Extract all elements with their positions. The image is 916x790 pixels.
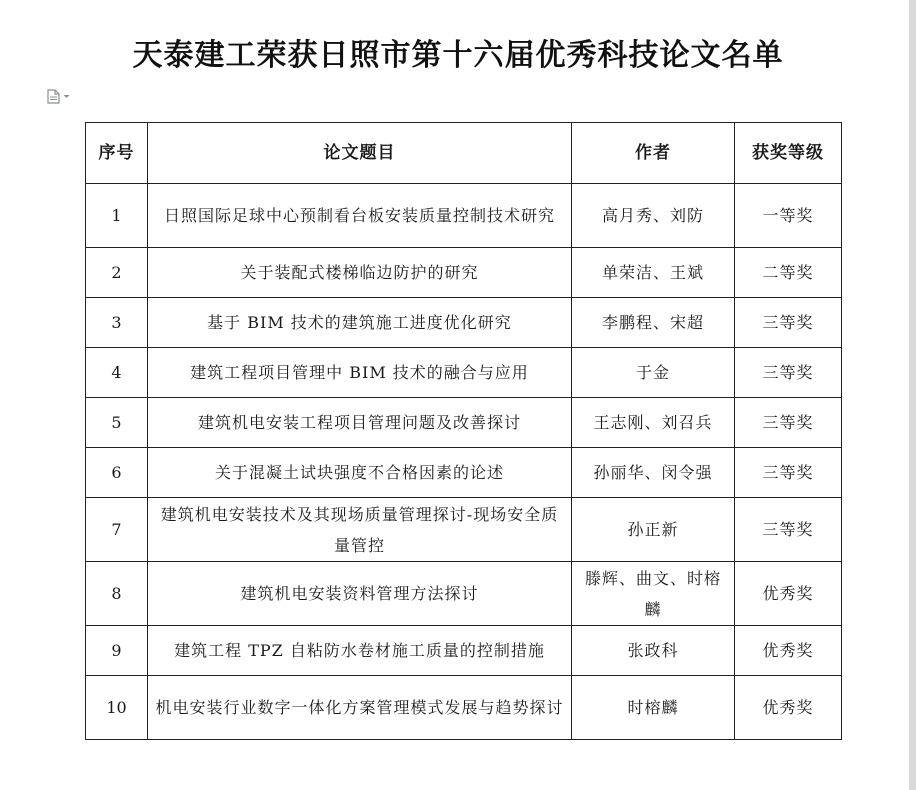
award-level: 优秀奖	[735, 626, 842, 676]
paper-authors: 滕辉、曲文、时榕麟	[572, 562, 735, 626]
header-paper-title: 论文题目	[148, 123, 572, 184]
paper-authors: 于金	[572, 348, 735, 398]
row-number: 3	[86, 298, 148, 348]
award-level: 三等奖	[735, 498, 842, 562]
table-row	[86, 298, 842, 348]
award-level: 一等奖	[735, 184, 842, 248]
table-row	[86, 448, 842, 498]
scrollbar-edge	[909, 0, 916, 790]
award-level: 三等奖	[735, 348, 842, 398]
paper-title: 关于混凝土试块强度不合格因素的论述	[148, 448, 572, 498]
table-row	[86, 676, 842, 740]
paper-title: 基于 BIM 技术的建筑施工进度优化研究	[148, 298, 572, 348]
page-title: 天泰建工荣获日照市第十六届优秀科技论文名单	[132, 38, 784, 73]
paper-title: 建筑工程 TPZ 自粘防水卷材施工质量的控制措施	[148, 626, 572, 676]
row-number: 7	[86, 498, 148, 562]
table-row	[86, 348, 842, 398]
document-icon	[47, 89, 60, 104]
paper-authors: 孙丽华、闵令强	[572, 448, 735, 498]
table-header-row	[86, 123, 842, 184]
paper-title: 机电安装行业数字一体化方案管理模式发展与趋势探讨	[148, 676, 572, 740]
paper-authors: 单荣洁、王斌	[572, 248, 735, 298]
award-list-table	[85, 122, 842, 740]
table-row	[86, 248, 842, 298]
paper-authors: 李鹏程、宋超	[572, 298, 735, 348]
dropdown-arrow-icon	[63, 94, 70, 99]
row-number: 8	[86, 562, 148, 626]
award-level: 优秀奖	[735, 562, 842, 626]
paper-title: 建筑机电安装工程项目管理问题及改善探讨	[148, 398, 572, 448]
header-author: 作者	[572, 123, 735, 184]
paper-authors: 张政科	[572, 626, 735, 676]
row-number: 4	[86, 348, 148, 398]
paper-authors: 高月秀、刘防	[572, 184, 735, 248]
award-level: 三等奖	[735, 298, 842, 348]
award-level: 二等奖	[735, 248, 842, 298]
paper-authors: 王志刚、刘召兵	[572, 398, 735, 448]
table-row	[86, 398, 842, 448]
award-level: 优秀奖	[735, 676, 842, 740]
award-level: 三等奖	[735, 448, 842, 498]
row-number: 5	[86, 398, 148, 448]
row-number: 2	[86, 248, 148, 298]
paper-title: 建筑工程项目管理中 BIM 技术的融合与应用	[148, 348, 572, 398]
paper-title: 日照国际足球中心预制看台板安装质量控制技术研究	[148, 184, 572, 248]
row-number: 9	[86, 626, 148, 676]
award-level: 三等奖	[735, 398, 842, 448]
row-number: 6	[86, 448, 148, 498]
document-options[interactable]	[47, 88, 77, 104]
table-row	[86, 562, 842, 626]
row-number: 1	[86, 184, 148, 248]
paper-title: 建筑机电安装资料管理方法探讨	[148, 562, 572, 626]
row-number: 10	[86, 676, 148, 740]
paper-title: 建筑机电安装技术及其现场质量管理探讨-现场安全质量管控	[148, 498, 572, 562]
paper-authors: 孙正新	[572, 498, 735, 562]
table-row	[86, 498, 842, 562]
table-row	[86, 184, 842, 248]
paper-title: 关于装配式楼梯临边防护的研究	[148, 248, 572, 298]
header-number: 序号	[86, 123, 148, 184]
header-award-level: 获奖等级	[735, 123, 842, 184]
table-row	[86, 626, 842, 676]
paper-authors: 时榕麟	[572, 676, 735, 740]
